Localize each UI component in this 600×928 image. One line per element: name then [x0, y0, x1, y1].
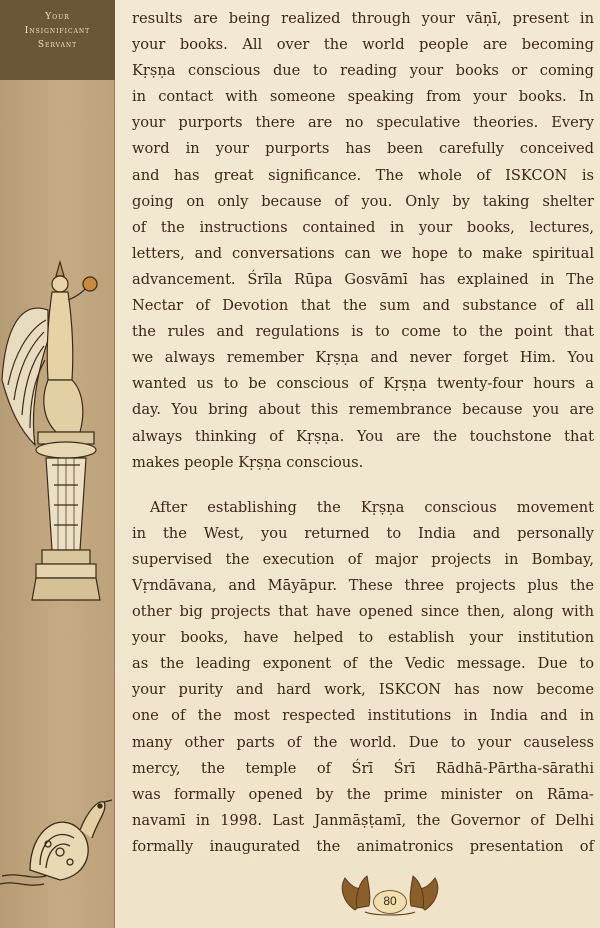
text-line: other big projects that have opened since then, along with — [132, 603, 594, 621]
text-line: one of the most respected institutions in India and in — [132, 707, 594, 725]
text-line: advancement. Śrīla Rūpa Gosvāmī has explained in The — [132, 270, 594, 288]
paragraph — [132, 495, 594, 860]
text-line: and has great significance. The whole of ISKCON is — [132, 166, 594, 184]
text-line: in the West, you returned to India and personally — [132, 524, 594, 542]
text-line: wanted us to be conscious of Kṛṣṇa twenty-four hours a — [132, 375, 594, 393]
text-line: your books. All over the world people are becoming — [132, 36, 594, 54]
running-head-line: Servant — [37, 40, 78, 50]
running-head — [0, 0, 115, 80]
page-number-ornament — [335, 872, 445, 922]
paragraph — [132, 6, 594, 476]
text-line: your purity and hard work, ISKCON has now become — [132, 681, 594, 699]
running-head-line: Insignificant — [24, 26, 91, 36]
text-line: your purports there are no speculative theories. Every — [132, 114, 594, 132]
text-line: in contact with someone speaking from your books. In — [132, 88, 594, 106]
text-line: makes people Kṛṣṇa conscious. — [132, 453, 364, 471]
text-line: mercy, the temple of Śrī Śrī Rādhā-Pārtha-sārathi — [132, 759, 594, 777]
text-line: supervised the execution of major projects in Bombay, — [132, 550, 594, 568]
text-line: many other parts of the world. Due to your causeless — [132, 733, 594, 751]
winged-figure-on-pillar-icon — [0, 260, 115, 620]
text-line: Vṛndāvana, and Māyāpur. These three projects plus the — [132, 576, 594, 594]
text-line: letters, and conversations can we hope to make spiritual — [132, 244, 594, 262]
text-line: always thinking of Kṛṣṇa. You are the touchstone that — [132, 427, 594, 445]
text-line: word in your purports has been carefully conceived — [132, 140, 594, 158]
text-line: Nectar of Devotion that the sum and substance of all — [132, 297, 594, 315]
text-line: results are being realized through your vāṇī, present in — [132, 10, 594, 27]
text-line: your books, have helped to establish your institution — [132, 629, 594, 647]
text-line: navamī in 1998. Last Janmāṣṭamī, the Governor of Delhi — [132, 811, 594, 829]
paragraph-gap — [132, 476, 594, 495]
peacock-ornament-icon — [0, 780, 115, 900]
text-line: the rules and regulations is to come to the point that — [132, 323, 594, 341]
text-line: After establishing the Kṛṣṇa conscious movement — [150, 498, 594, 516]
text-line: going on only because of you. Only by taking shelter — [132, 192, 594, 210]
page-number: 80 — [373, 890, 407, 914]
text-line: as the leading exponent of the Vedic message. Due to — [132, 655, 594, 673]
text-line: was formally opened by the prime minister on Rāma- — [132, 785, 594, 803]
text-line: day. You bring about this remembrance because you are — [132, 401, 594, 419]
text-line: we always remember Kṛṣṇa and never forget Him. You — [132, 349, 594, 367]
running-head-line: Your — [45, 12, 70, 22]
text-line: Kṛṣṇa conscious due to reading your books or coming — [132, 62, 594, 80]
text-line: of the instructions contained in your books, lectures, — [132, 218, 594, 236]
text-column — [132, 6, 594, 860]
text-line: formally inaugurated the animatronics presentation of — [132, 837, 594, 855]
